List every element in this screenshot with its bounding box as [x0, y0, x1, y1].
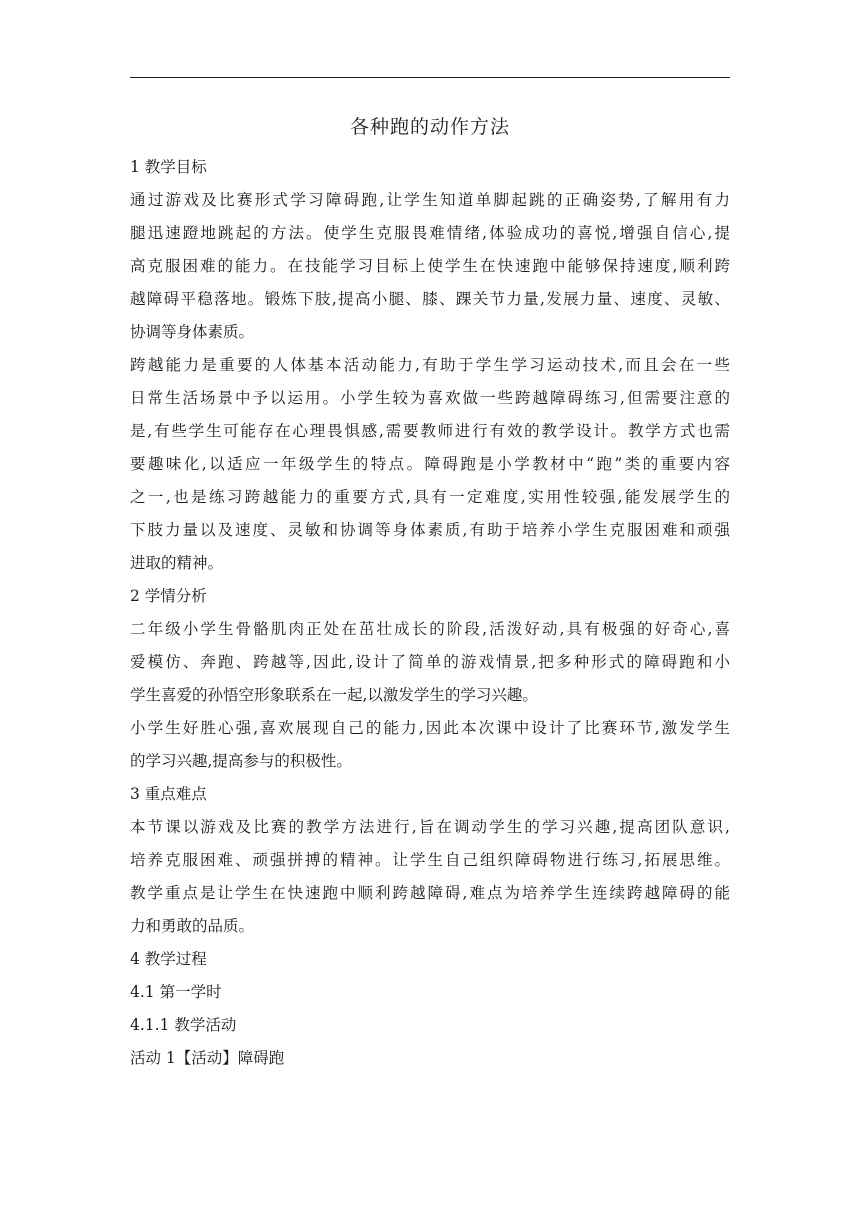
section-heading-goals: 1 教学目标: [130, 158, 207, 176]
paragraph-analysis-2: [130, 712, 730, 778]
paragraph-line: 通过游戏及比赛形式学习障碍跑,让学生知道单脚起跳的正确姿势,了解用有力: [130, 191, 730, 209]
section-heading-process: 4 教学过程: [130, 950, 207, 968]
activity-item: 活动 1【活动】障碍跑: [130, 1049, 285, 1067]
paragraph-line: 培养克服困难、顽强拼搏的精神。让学生自己组织障碍物进行练习,拓展思维。: [130, 851, 730, 869]
document-body: [130, 151, 730, 1075]
paragraph-line: 跨越能力是重要的人体基本活动能力,有助于学生学习运动技术,而且会在一些: [130, 356, 730, 374]
paragraph-line: 要趣味化,以适应一年级学生的特点。障碍跑是小学教材中“跑”类的重要内容: [130, 455, 730, 473]
paragraph-line: 下肢力量以及速度、灵敏和协调等身体素质,有助于培养小学生克服困难和顽强: [130, 521, 730, 539]
header-rule: [130, 77, 730, 78]
paragraph-line: 进取的精神。: [130, 554, 224, 572]
paragraph-analysis-1: [130, 613, 730, 712]
paragraph-line: 日常生活场景中予以运用。小学生较为喜欢做一些跨越障碍练习,但需要注意的: [130, 389, 730, 407]
paragraph-line: 二年级小学生骨骼肌肉正处在茁壮成长的阶段,活泼好动,具有极强的好奇心,喜: [130, 620, 730, 638]
paragraph-line: 是,有些学生可能存在心理畏惧感,需要教师进行有效的教学设计。教学方式也需: [130, 422, 730, 440]
paragraph-line: 高克服困难的能力。在技能学习目标上使学生在快速跑中能够保持速度,顺利跨: [130, 257, 730, 275]
paragraph-line: 协调等身体素质。: [130, 323, 255, 341]
paragraph-line: 爱模仿、奔跑、跨越等,因此,设计了简单的游戏情景,把多种形式的障碍跑和小: [130, 653, 730, 671]
paragraph-line: 本节课以游戏及比赛的教学方法进行,旨在调动学生的学习兴趣,提高团队意识,: [130, 818, 730, 836]
paragraph-line: 之一,也是练习跨越能力的重要方式,具有一定难度,实用性较强,能发展学生的: [130, 488, 730, 506]
document-page: [130, 0, 730, 1216]
document-title: 各种跑的动作方法: [349, 116, 510, 138]
section-heading-key-points: 3 重点难点: [130, 785, 207, 803]
paragraph-goals-1: [130, 184, 730, 349]
paragraph-line: 教学重点是让学生在快速跑中顺利跨越障碍,难点为培养学生连续跨越障碍的能: [130, 884, 730, 902]
paragraph-line: 小学生好胜心强,喜欢展现自己的能力,因此本次课中设计了比赛环节,激发学生: [130, 719, 730, 737]
paragraph-goals-2: [130, 349, 730, 580]
section-heading-analysis: 2 学情分析: [130, 587, 207, 605]
paragraph-line: 学生喜爱的孙悟空形象联系在一起,以激发学生的学习兴趣。: [130, 686, 538, 704]
paragraph-line: 腿迅速蹬地跳起的方法。使学生克服畏难情绪,体验成功的喜悦,增强自信心,提: [130, 224, 730, 242]
paragraph-key-points: [130, 811, 730, 943]
subsection-heading-period-1: 4.1 第一学时: [130, 983, 222, 1001]
paragraph-line: 的学习兴趣,提高参与的积极性。: [130, 752, 352, 770]
paragraph-line: 越障碍平稳落地。锻炼下肢,提高小腿、膝、踝关节力量,发展力量、速度、灵敏、: [130, 290, 730, 308]
subsection-heading-activities: 4.1.1 教学活动: [130, 1016, 237, 1034]
paragraph-line: 力和勇敢的品质。: [130, 917, 255, 935]
